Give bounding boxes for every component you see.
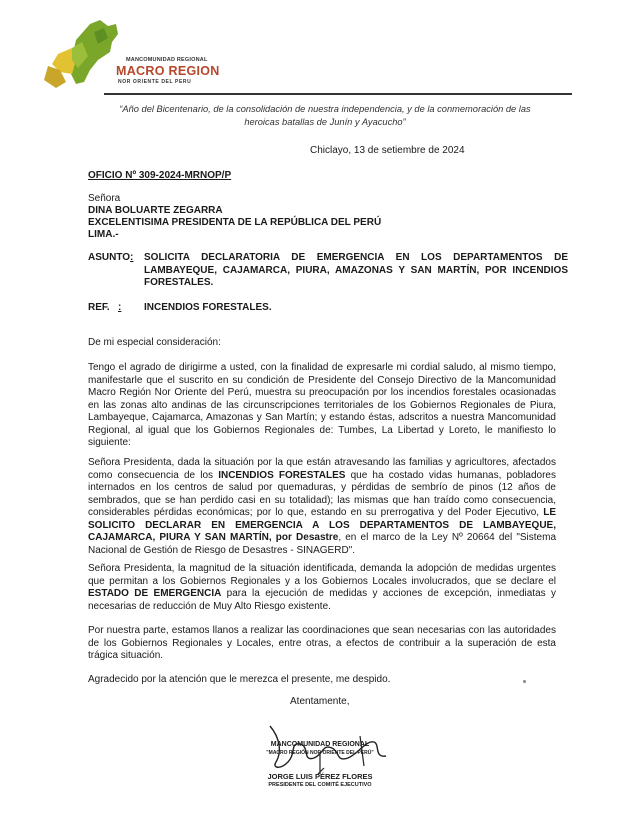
paragraph-3: Señora Presidenta, la magnitud de la situación identificada, demanda la adopción de medidas urgentes que permitan a los Gobiernos Regionales y a los Gobiernos Locales involucrados, que se declare el ESTADO DE EMERGENCIA para la ejecución de medidas y acciones de excepción, inmediatas y necesarias de reducción de Muy Alto Riesgo existente. <box>88 563 556 612</box>
asunto-colon: : <box>130 252 134 263</box>
letter-date: Chiclayo, 13 de setiembre de 2024 <box>310 145 465 156</box>
paragraph-2: Señora Presidenta, dada la situación por la que están atravesando las familias y agricultores, afectados como consecuencia de los INCENDIOS FORESTALES que ha costado vidas humanas, pobladores internados en los centros de salud por quemaduras, y pérdidas de sembrío de pinos (12 años de sembrados, que se han perdido casi en su totalidad); las mismas que han traído como consecuencia, considerables pérdidas económicas; por lo que, estando en su prerrogativa y del Poder Ejecutivo, LE SOLICITO DECLARAR EN EMERGENCIA A LOS DEPARTAMENTOS DE LAMBAYEQUE, CAJAMARCA, PIURA Y SAN MARTÍN, por Desastre, en el marco de la Ley Nº 20664 del "Sistema Nacional de Gestión de Riesgo de Desastres - SINAGERD". <box>88 457 557 556</box>
recipient-name: DINA BOLUARTE ZEGARRA <box>88 205 223 216</box>
stamp-subtitle: "MACRO REGIÓN NOR ORIENTE DEL PERÚ" <box>266 750 374 756</box>
ref-text: INCENDIOS FORESTALES. <box>144 302 272 313</box>
opening-line: De mi especial consideración: <box>88 337 221 348</box>
recipient-salutation: Señora <box>88 193 121 204</box>
closing-line: Atentamente, <box>290 696 350 707</box>
asunto-label: ASUNTO <box>88 252 131 263</box>
oficio-number: OFICIO Nº 309-2024-MRNOP/P <box>88 170 232 181</box>
paragraph-1: Tengo el agrado de dirigirme a usted, con la finalidad de expresarle mi cordial saludo, al mismo tiempo, manifestarle que el suscrito en su condición de Presidente del Consejo Directivo de la Mancomunidad Macro Región Nor Oriente del Perú, muestra su preocupación por los incendios forestales ocasionadas en las zonas alto andinas de las circunscripciones territoriales de los Gobiernos Regionales de Piura, Lambayeque, Cajamarca, Amazonas y San Martín; y estando éstas, adscritos a nuestra Mancomunidad Regional, al igual que los Gobiernos Regionales de: Tumbes, La Libertad y Loreto, le manifiesto lo siguiente: <box>88 362 556 448</box>
recipient-block <box>88 193 381 241</box>
stray-mark <box>523 680 526 683</box>
signer-name: JORGE LUIS PÉREZ FLORES <box>267 772 373 781</box>
paragraph-4: Por nuestra parte, estamos llanos a realizar las coordinaciones que sean necesarias con las autoridades de los Gobiernos Regionales y Locales, entre otras, a efectos de contribuir a la superación de esta trágica situación. <box>88 625 556 661</box>
ref-colon: : <box>118 302 122 313</box>
asunto-text: SOLICITA DECLARATORIA DE EMERGENCIA EN LOS DEPARTAMENTOS DE LAMBAYEQUE, CAJAMARCA, PIURA, AMAZONAS Y SAN MARTÍN, POR INCENDIOS FORESTALES. <box>144 252 568 288</box>
org-subtitle: NOR ORIENTE DEL PERU <box>118 79 192 85</box>
year-motto: “Año del Bicentenario, de la consolidación de nuestra independencia, y de la conmemoración de las heroicas batallas de Junín y Ayacucho” <box>119 104 531 127</box>
recipient-city: LIMA.- <box>88 229 119 240</box>
stamp-org: MANCOMUNIDAD REGIONAL <box>270 741 370 748</box>
org-name: MACRO REGION <box>116 64 220 78</box>
paragraph-5: Agradecido por la atención que le merezca el presente, me despido. <box>88 674 391 685</box>
header-divider <box>104 93 572 95</box>
recipient-title: EXCELENTISIMA PRESIDENTA DE LA REPÚBLICA DEL PERÚ <box>88 217 382 228</box>
ref-label: REF. <box>88 302 110 313</box>
signer-role: PRESIDENTE DEL COMITÉ EJECUTIVO <box>268 782 372 788</box>
handwritten-signature <box>240 718 400 778</box>
org-small-label: MANCOMUNIDAD REGIONAL <box>126 57 208 63</box>
